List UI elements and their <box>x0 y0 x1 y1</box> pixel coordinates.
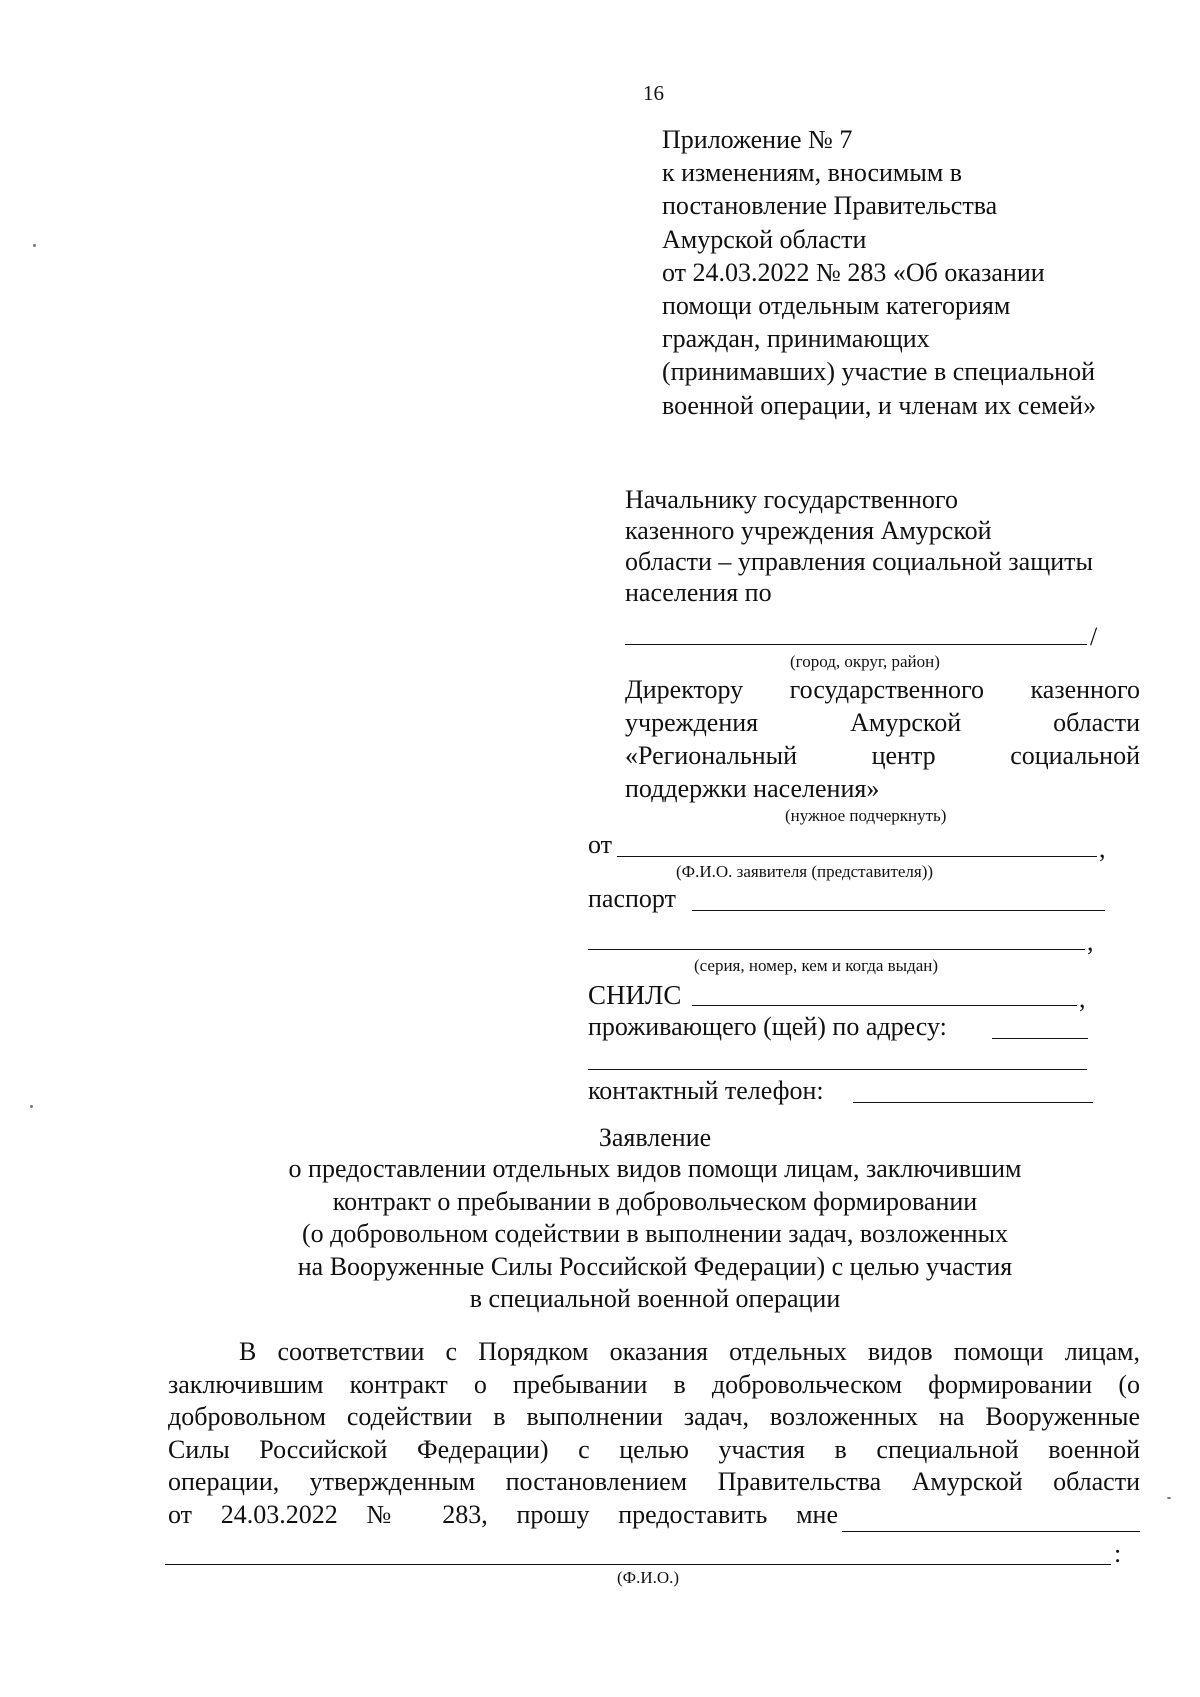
body-last-line: от 24.03.2022 № 283, прошу предоставить мне <box>168 1499 838 1529</box>
from-field-line[interactable] <box>617 856 1097 857</box>
from-comma: , <box>1099 834 1106 863</box>
subtitle-line: (о добровольном содействии в выполнении задач, возложенных <box>301 1219 1009 1248</box>
statement-title: Заявление <box>598 1123 712 1152</box>
annex-line: Приложение № 7 <box>662 125 853 154</box>
passport-field-line-2[interactable] <box>588 949 1085 950</box>
annex-line: постановление Правительства <box>662 191 998 221</box>
recipient-field-line[interactable] <box>842 1531 1140 1532</box>
city-field-line[interactable] <box>625 644 1087 645</box>
address-field-line-2[interactable] <box>588 1069 1087 1070</box>
scan-speck <box>30 1105 33 1108</box>
subtitle-line: в специальной военной операции <box>469 1284 841 1313</box>
from-label: от <box>588 830 613 859</box>
body-line: операции, утвержденным постановлением Правительства Амурской области <box>168 1467 1140 1497</box>
annex-line: помощи отдельным категориям <box>662 291 1011 321</box>
annex-line: от 24.03.2022 № 283 «Об оказании <box>662 257 1045 287</box>
director-line: Директору государственного казенного <box>625 675 1140 704</box>
snils-comma: , <box>1079 984 1086 1013</box>
director-line: «Региональный центр социальной <box>625 741 1140 770</box>
addressee-chief <box>625 484 1093 608</box>
body-line: Силы Российской Федерации) с целью участия в специальной военной <box>168 1434 1140 1464</box>
annex-header <box>662 123 1096 422</box>
from-hint: (Ф.И.О. заявителя (представителя)) <box>676 862 934 881</box>
body-line: В соответствии с Порядком оказания отдельных видов помощи лицам, <box>239 1337 1140 1366</box>
subtitle-line: о предоставлении отдельных видов помощи лицам, заключившим <box>288 1154 1022 1183</box>
director-line: учреждения Амурской области <box>625 708 1140 737</box>
underline-hint: (нужное подчеркнуть) <box>785 806 947 825</box>
body-line: заключившим контракт о пребывании в добровольческом формировании (о <box>168 1369 1140 1399</box>
body-colon: : <box>1114 1539 1122 1568</box>
phone-label: контактный телефон: <box>588 1076 824 1105</box>
address-label: проживающего (щей) по адресу: <box>588 1012 947 1041</box>
annex-line: военной операции, и членам их семей» <box>662 390 1097 420</box>
chief-line: Начальнику государственного <box>625 485 958 514</box>
body-paragraph <box>168 1336 1140 1531</box>
address-field-line[interactable] <box>992 1038 1088 1039</box>
snils-label: СНИЛС <box>588 980 682 1010</box>
phone-field-line[interactable] <box>853 1102 1093 1103</box>
city-slash: / <box>1090 622 1098 651</box>
passport-field-line[interactable] <box>692 910 1105 911</box>
body-last-line-row <box>168 1499 1140 1531</box>
addressee-director <box>625 673 1140 805</box>
page-number: 16 <box>643 81 664 105</box>
annex-line: (принимавших) участие в специальной <box>662 357 1095 387</box>
annex-line: к изменениям, вносимым в <box>662 158 963 188</box>
passport-label: паспорт <box>588 884 676 913</box>
annex-line: Амурской области <box>662 224 867 254</box>
passport-hint: (серия, номер, кем и когда выдан) <box>694 956 939 975</box>
snils-field-line[interactable] <box>692 1005 1077 1006</box>
chief-line: казенного учреждения Амурской <box>625 516 992 545</box>
director-line: поддержки населения» <box>625 774 880 803</box>
body-line: добровольном содействии в выполнении задач, возложенных на Вооруженные <box>168 1402 1140 1432</box>
subtitle-line: контракт о пребывании в добровольческом формировании <box>332 1186 978 1216</box>
statement-subtitle <box>200 1153 1110 1316</box>
scan-speck <box>1167 1497 1171 1499</box>
scan-speck <box>33 244 36 247</box>
city-hint: (город, округ, район) <box>790 652 940 671</box>
subtitle-line: на Вооруженные Силы Российской Федерации) с целью участия <box>297 1251 1013 1281</box>
chief-line: области – управления социальной защиты <box>625 547 1093 576</box>
fio-hint: (Ф.И.О.) <box>617 1568 680 1587</box>
recipient-field-line-2[interactable] <box>165 1564 1111 1565</box>
chief-line: населения по <box>625 578 772 607</box>
passport-comma: , <box>1087 927 1094 956</box>
annex-line: граждан, принимающих <box>662 324 930 354</box>
